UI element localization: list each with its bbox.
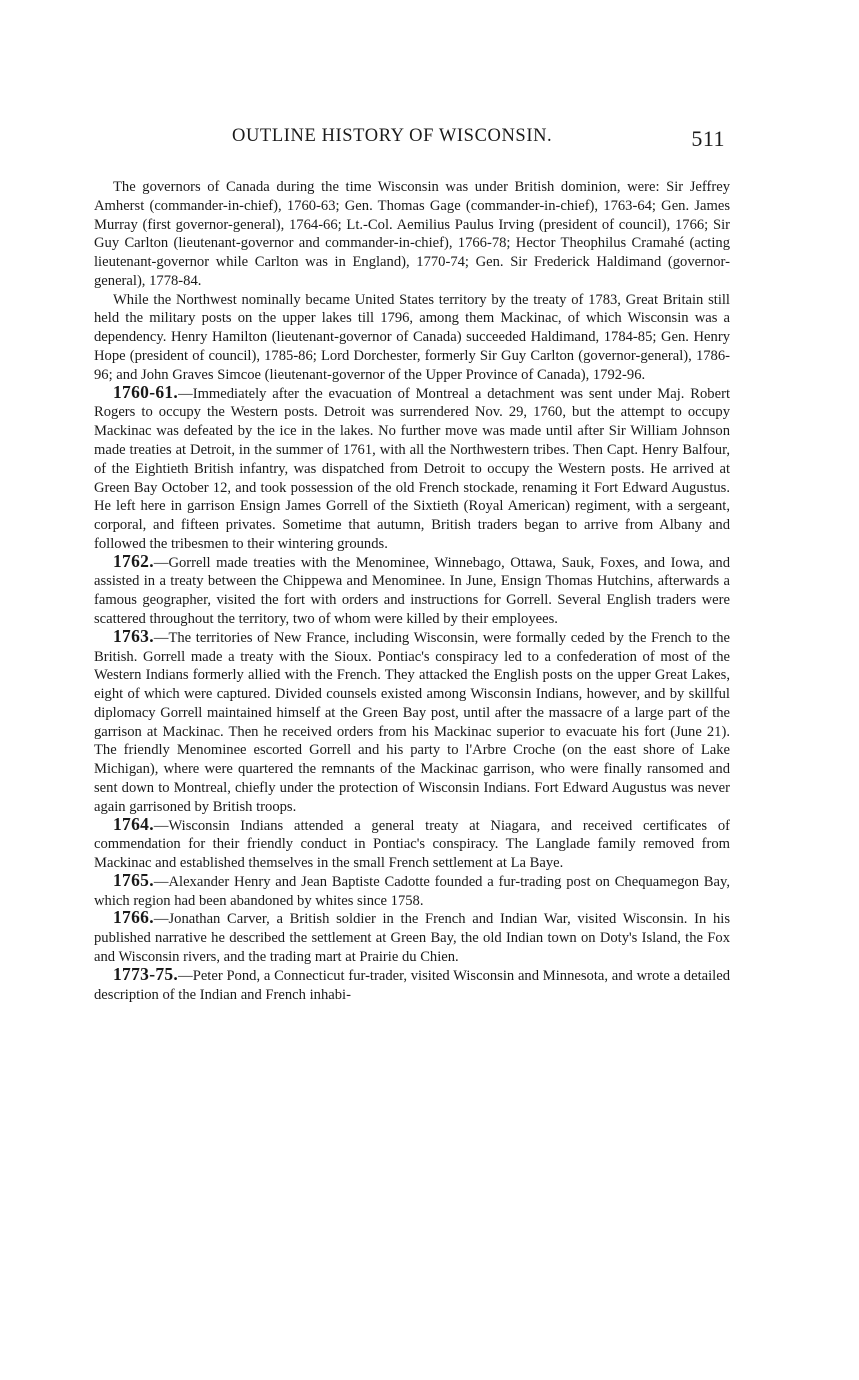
paragraph-governors-of-canada xyxy=(94,178,730,291)
entry-year: 1763. xyxy=(113,625,154,646)
entry-year: 1766. xyxy=(113,907,154,928)
entry-1763 xyxy=(94,625,730,817)
entry-text: —The territories of New France, including Wisconsin, were formally ceded by the French to the British. Gorrell made a treaty with the Sioux. Pontiac's conspiracy led to a confederation of most of the Western Indians formerly allied with the French. They attacked the English posts on the upper Great Lakes, eight of which were captured. Divided counsels existed among Wisconsin Indians, however, and by skillful diplomacy Gorrell maintained himself at the Green Bay post, until after the massacre of a large part of the garrison at Mackinac. Then he received orders from his Mackinac superior to evacuate his fort (June 21). The friendly Menominee escorted Gorrell and his party to l'Arbre Croche (on the east shore of Lake Michigan), where were quartered the remnants of the Mackinac garrison, who were finally ransomed and sent down to Montreal, chiefly under the protection of Wisconsin Indians. Fort Edward Augustus was never again garrisoned by British troops. xyxy=(94,629,730,815)
entry-year: 1773-75. xyxy=(113,963,179,984)
entry-text: —Jonathan Carver, a British soldier in the French and Indian War, visited Wisconsin. In his published narrative he described the settlement at Green Bay, the old Indian town on Doty's Island, the Fox and Wisconsin rivers, and the trading mart at Prairie du Chien. xyxy=(94,911,730,966)
entry-year: 1764. xyxy=(113,813,154,834)
entry-1762 xyxy=(94,550,730,629)
entry-1764 xyxy=(94,813,730,873)
entry-1765 xyxy=(94,869,730,911)
entry-1766 xyxy=(94,907,730,966)
entry-text: —Peter Pond, a Connecticut fur-trader, visited Wisconsin and Minnesota, and wrote a detailed description of the Indian and French inhabi- xyxy=(94,967,730,1003)
page-body xyxy=(94,178,730,1004)
running-title: OUTLINE HISTORY OF WISCONSIN. xyxy=(232,126,553,146)
paragraph-text: The governors of Canada during the time Wisconsin was under British dominion, were: Sir Jeffrey Amherst (commander-in-chief), 1760-63; Gen. Thomas Gage (commander-in-chief), 1763-64; Gen. James Murray (first governor-general), 1764-66; Lt.-Col. Aemilius Paulus Irving (president of council), 1766; Sir Guy Carlton (lieutenant-governor and commander-in-chief), 1766-78; Hector Theophilus Cramahé (acting lieutenant-governor while Carlton was in England), 1770-74; Gen. Sir Frederick Haldimand (governor-general), 1778-84. xyxy=(94,179,730,289)
entry-year: 1765. xyxy=(113,869,154,890)
entry-year: 1760-61. xyxy=(113,381,179,402)
page-number: 511 xyxy=(691,126,725,151)
entry-text: —Gorrell made treaties with the Menominee, Winnebago, Ottawa, Sauk, Foxes, and Iowa, and assisted in a treaty between the Chippewa and Menominee. In June, Ensign Thomas Hutchins, afterwards a famous geographer, visited the fort with orders and instructions for Gorrell. Several English traders were scattered throughout the territory, two of whom were killed by their employees. xyxy=(94,554,730,627)
entry-text: —Immediately after the evacuation of Montreal a detachment was sent under Maj. Robert Rogers to occupy the Western posts. Detroit was surrendered Nov. 29, 1760, but the attempt to occupy Mackinac was defeated by the ice in the lakes. No further move was made until after Sir William Johnson made treaties at Detroit, in the summer of 1761, with all the Northwestern tribes. Then Capt. Henry Balfour, of the Eightieth British infantry, was dispatched from Detroit to occupy the Western posts. He arrived at Green Bay October 12, and took possession of the old French stockade, renaming it Fort Edward Augustus. He left here in garrison Ensign James Gorrell of the Sixtieth (Royal American) regiment, with a sergeant, corporal, and fifteen privates. Sometime that autumn, British traders began to arrive from Albany and followed the tribesmen to their wintering grounds. xyxy=(94,385,730,552)
entry-text: —Alexander Henry and Jean Baptiste Cadotte founded a fur-trading post on Chequamegon Bay, which region had been abandoned by whites since 1758. xyxy=(94,873,730,909)
entry-1773-75 xyxy=(94,963,730,1005)
paragraph-text: While the Northwest nominally became United States territory by the treaty of 1783, Great Britain still held the military posts on the upper lakes till 1796, among them Mackinac, of which Wisconsin was a dependency. Henry Hamilton (lieutenant-governor of Canada) succeeded Haldimand, 1784-85; Gen. Henry Hope (president of council), 1785-86; Lord Dorchester, formerly Sir Guy Carlton (governor-general), 1786-96; and John Graves Simcoe (lieutenant-governor of the Upper Province of Canada), 1792-96. xyxy=(94,291,730,383)
entry-1760-61 xyxy=(94,381,730,554)
entry-text: —Wisconsin Indians attended a general treaty at Niagara, and received certificates of commendation for their friendly conduct in Pontiac's conspiracy. The Langlade family removed from Mackinac and established themselves in the small French settlement at La Baye. xyxy=(94,817,730,872)
entry-year: 1762. xyxy=(113,550,154,571)
paragraph-northwest-posts xyxy=(94,291,730,385)
